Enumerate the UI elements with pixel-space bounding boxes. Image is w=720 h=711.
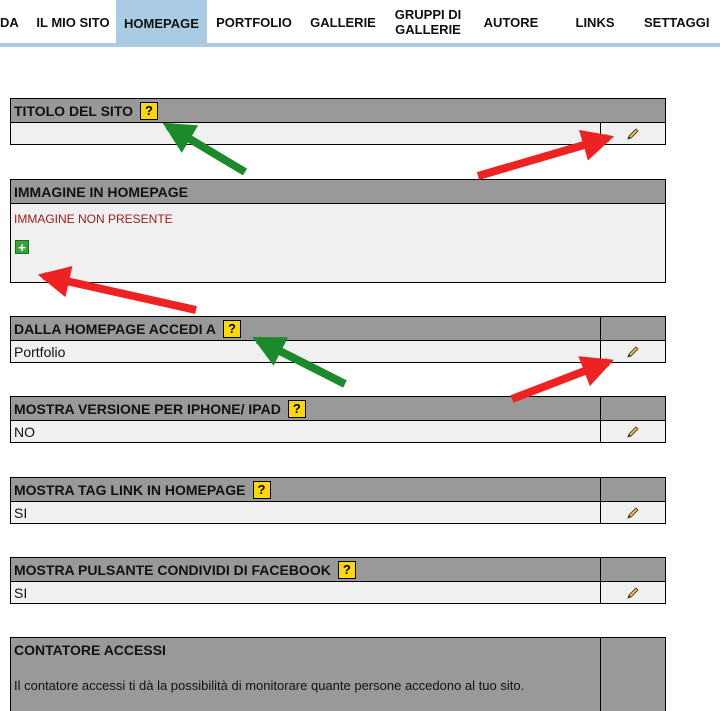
nav-label: GALLERIE <box>310 14 376 30</box>
nav-label: SETTAGGI <box>644 14 710 30</box>
no-image-text: IMMAGINE NON PRESENTE <box>14 212 173 226</box>
nav-label-line1: GRUPPI DI <box>394 7 462 22</box>
panel-title: MOSTRA VERSIONE PER IPHONE/ IPAD <box>14 400 281 417</box>
panel-title: MOSTRA PULSANTE CONDIVIDI DI FACEBOOK <box>14 561 331 578</box>
red-arrow-access-edit <box>512 362 608 399</box>
green-arrow-access <box>258 340 345 384</box>
green-arrow-title <box>168 126 245 172</box>
nav-label-line2: GALLERIE <box>395 22 461 37</box>
panel-title: IMMAGINE IN HOMEPAGE <box>14 183 188 200</box>
nav-label: DA <box>0 14 19 30</box>
panel-title: MOSTRA TAG LINK IN HOMEPAGE <box>14 481 246 498</box>
panel-title: CONTATORE ACCESSI <box>14 642 166 658</box>
help-icon[interactable]: ? <box>223 320 241 338</box>
panel-title: DALLA HOMEPAGE ACCEDI A <box>14 320 216 337</box>
nav-label: HOMEPAGE <box>124 16 199 31</box>
tag-links-value: SI <box>14 505 28 521</box>
facebook-share-value: SI <box>14 585 28 601</box>
iphone-version-value: NO <box>14 424 35 440</box>
help-icon[interactable]: ? <box>253 481 271 499</box>
add-icon[interactable]: + <box>15 240 29 254</box>
counter-description: Il contatore accessi ti dà la possibilità di monitorare quante persone accedono al tuo sito. <box>14 678 525 693</box>
help-icon[interactable]: ? <box>338 561 356 579</box>
homepage-access-value: Portfolio <box>14 344 66 360</box>
nav-label: PORTFOLIO <box>216 14 292 30</box>
panel-title: TITOLO DEL SITO <box>14 102 134 119</box>
help-icon[interactable]: ? <box>140 102 158 120</box>
red-arrow-title-edit <box>478 138 608 176</box>
help-icon[interactable]: ? <box>288 400 306 418</box>
nav-label: IL MIO SITO <box>36 14 110 30</box>
nav-label: AUTORE <box>483 14 539 30</box>
nav-label: LINKS <box>575 14 615 30</box>
red-arrow-add <box>44 276 196 310</box>
